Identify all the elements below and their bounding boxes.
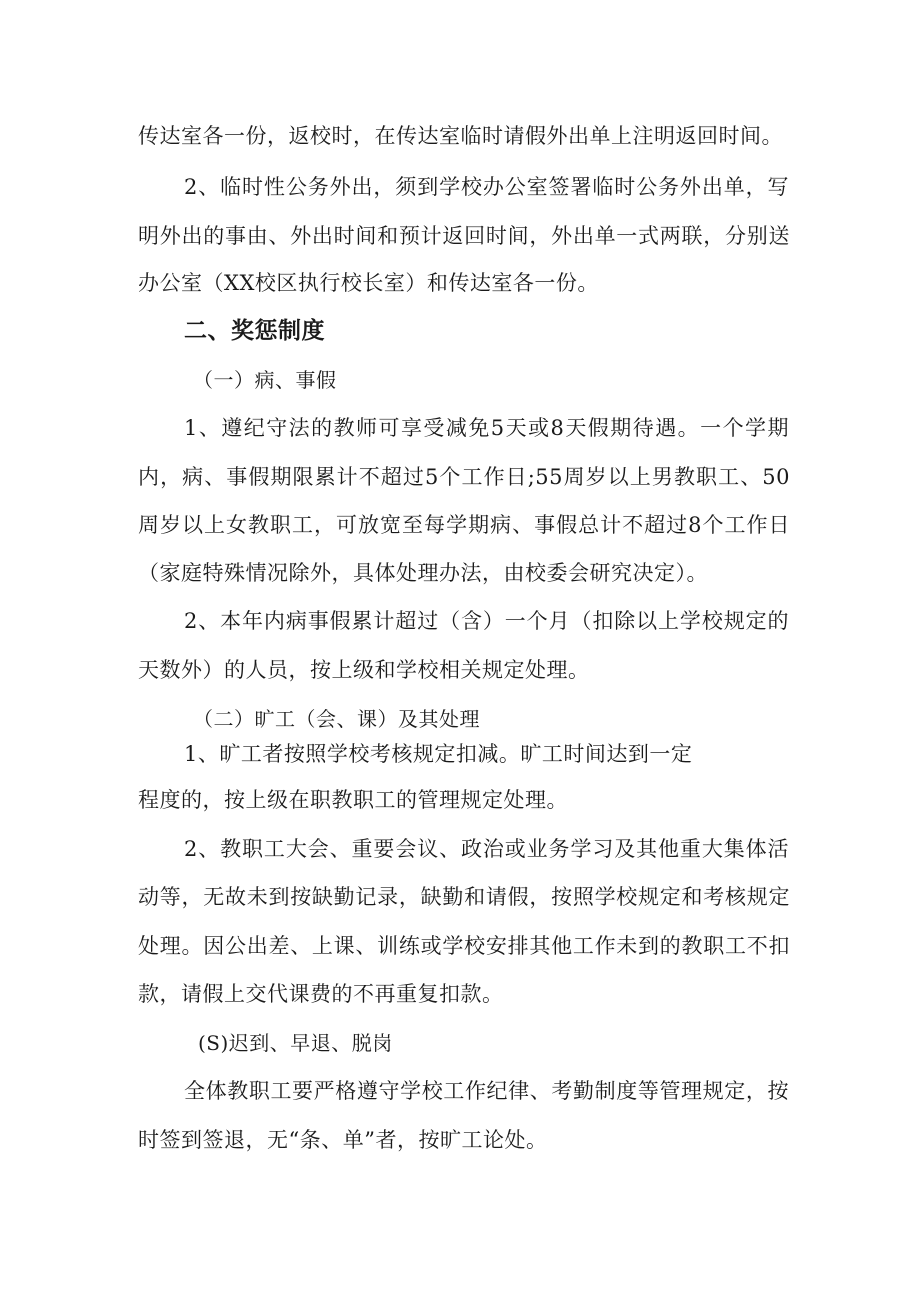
subsection-heading: （二）旷工（会、课）及其处理 [193,707,480,731]
paragraph-line: 1、旷工者按照学校考核规定扣减。旷工时间达到一定 [184,742,693,766]
paragraph-line: 全体教职工要严格遵守学校工作纪律、考勤制度等管理规定，按 [184,1079,789,1103]
subsection-heading: (S)迟到、早退、脱岗 [198,1031,393,1055]
paragraph-line: 时签到签退，无“条、单”者，按旷工论处。 [138,1128,548,1152]
paragraph-line: 内，病、事假期限累计不超过5个工作日;55周岁以上男教职工、50 [138,465,790,489]
subsection-heading: （一）病、事假 [193,368,337,392]
paragraph-line: 处理。因公出差、上课、训练或学校安排其他工作未到的教职工不扣 [138,934,790,958]
paragraph-line: （家庭特殊情况除外，具体处理办法，由校委会研究决定）。 [138,561,708,585]
paragraph-line: 2、本年内病事假累计超过（含）一个月（扣除以上学校规定的 [184,609,789,633]
section-heading: 二、奖惩制度 [184,318,325,344]
paragraph-line: 动等，无故未到按缺勤记录，缺勤和请假，按照学校规定和考核规定 [138,885,790,909]
paragraph-line: 程度的，按上级在职教职工的管理规定处理。 [138,788,568,812]
paragraph-line: 2、临时性公务外出，须到学校办公室签署临时公务外出单，写 [184,175,789,199]
paragraph-line: 办公室（XX校区执行校长室）和传达室各一份。 [138,271,599,295]
paragraph-line: 2、教职工大会、重要会议、政治或业务学习及其他重大集体活 [184,837,789,861]
paragraph-line: 传达室各一份，返校时，在传达室临时请假外出单上注明返回时间。 [138,124,783,148]
paragraph-line: 款，请假上交代课费的不再重复扣款。 [138,982,504,1006]
paragraph-line: 周岁以上女教职工，可放宽至每学期病、事假总计不超过8个工作日 [138,513,790,537]
paragraph-line: 1、遵纪守法的教师可享受减免5天或8天假期待遇。一个学期 [184,416,789,440]
paragraph-line: 明外出的事由、外出时间和预计返回时间，外出单一式两联，分别送 [138,224,790,248]
paragraph-line: 天数外）的人员，按上级和学校相关规定处理。 [138,658,590,682]
